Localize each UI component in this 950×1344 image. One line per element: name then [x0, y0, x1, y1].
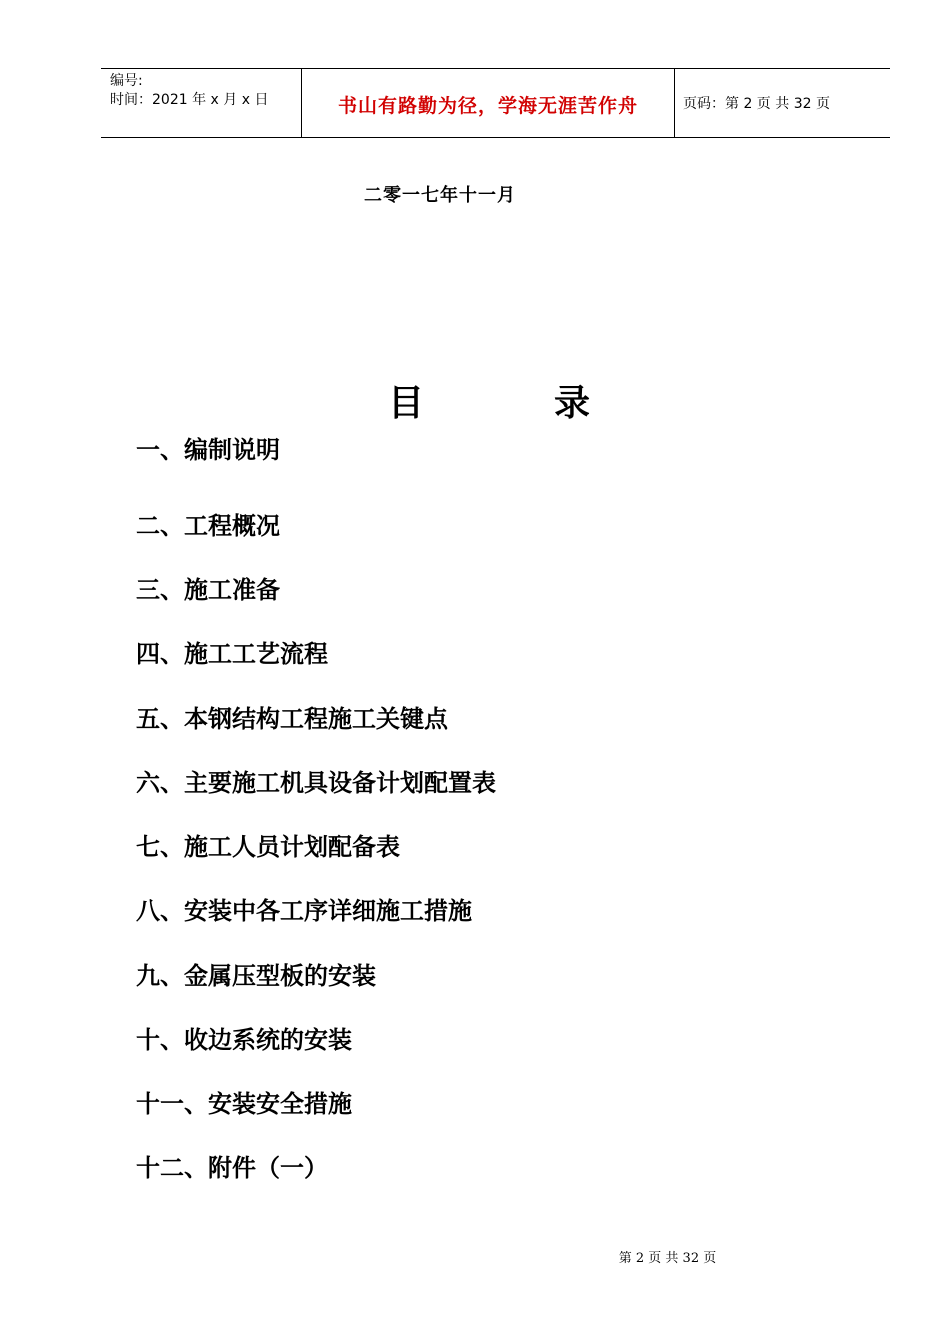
- toc-item: 九、金属压型板的安装: [136, 962, 376, 990]
- toc-item: 五、本钢结构工程施工关键点: [136, 705, 448, 733]
- page-footer: 第 2 页 共 32 页: [618, 1251, 717, 1266]
- toc-title-part1: 目: [388, 383, 425, 424]
- motto-text: 书山有路勤为径，学海无涯苦作舟: [337, 95, 638, 117]
- number-label: 编号:: [110, 73, 143, 89]
- toc-item: 十、收边系统的安装: [136, 1026, 352, 1054]
- toc-item: 四、施工工艺流程: [136, 640, 328, 668]
- page-header: [101, 68, 890, 138]
- toc-item: 十一、安装安全措施: [136, 1090, 352, 1118]
- toc-item: 十二、附件（一）: [136, 1154, 328, 1182]
- page-info: 页码：第 2 页 共 32 页: [683, 96, 830, 112]
- header-right-cell: [675, 69, 890, 137]
- toc-item: 六、主要施工机具设备计划配置表: [136, 769, 496, 797]
- toc-item: 七、施工人员计划配备表: [136, 833, 400, 861]
- toc-item: 八、安装中各工序详细施工措施: [136, 897, 472, 925]
- header-left-cell: [101, 69, 302, 137]
- toc-title-part2: 录: [554, 383, 591, 424]
- toc-item: 二、工程概况: [136, 512, 280, 540]
- time-label: 时间：2021 年 x 月 x 日: [110, 92, 269, 108]
- toc-title: [388, 375, 590, 426]
- date-line: 二零一七年十一月: [364, 185, 516, 206]
- header-middle-cell: [302, 69, 675, 137]
- toc-item: 一、编制说明: [136, 436, 280, 464]
- toc-item: 三、施工准备: [136, 576, 280, 604]
